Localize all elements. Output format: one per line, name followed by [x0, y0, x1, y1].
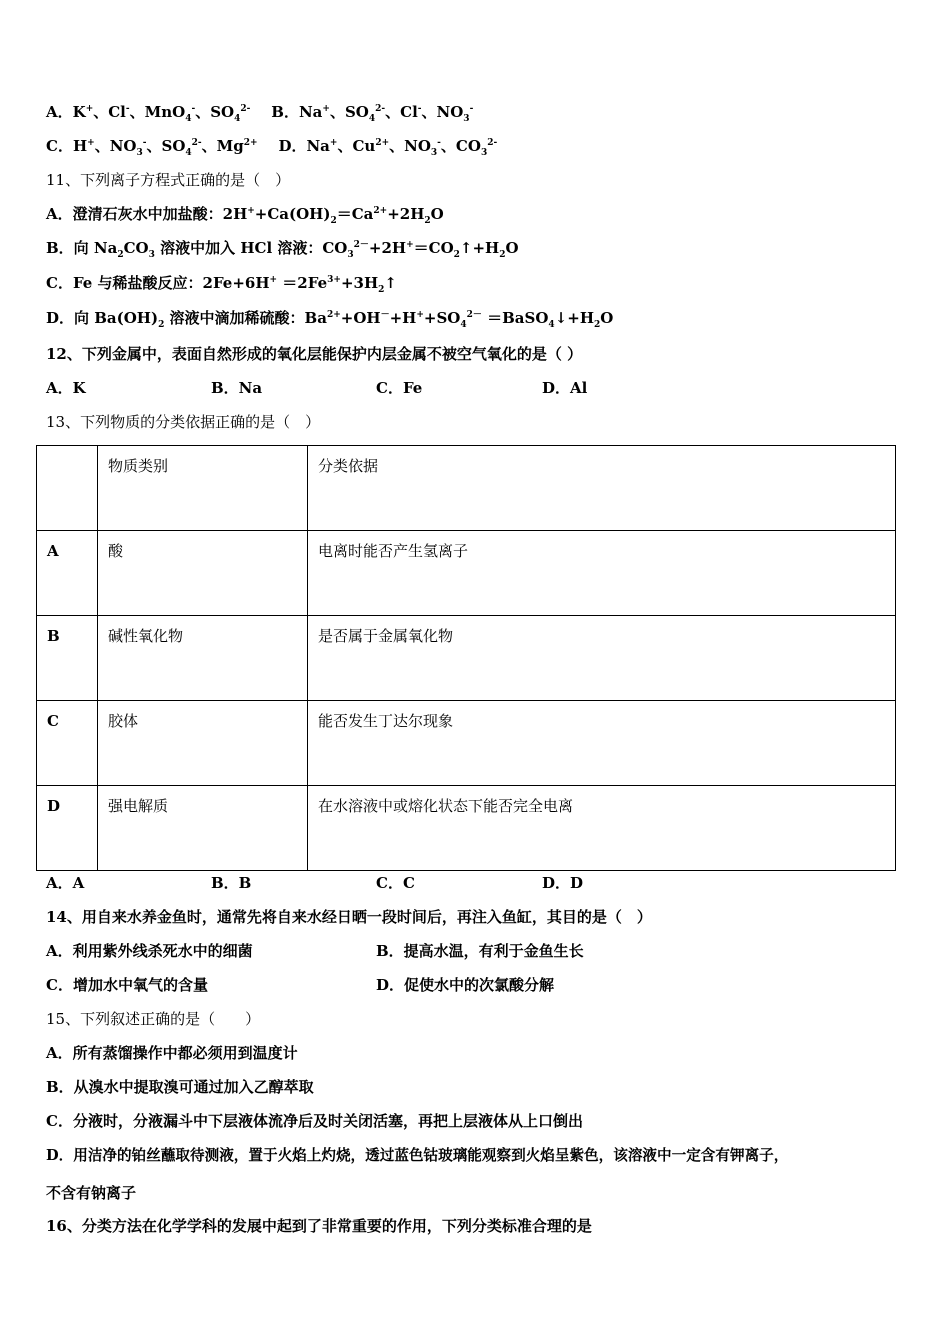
table-cell-basis: 能否发生丁达尔现象	[308, 701, 896, 786]
table-row	[37, 616, 896, 701]
q10-option-b: Na+、$SO_4^{2-}$、Cl-、$NO_3^-$	[298, 103, 474, 124]
table-cell-basis: 在水溶液中或熔化状态下能否完全电离	[308, 786, 896, 871]
table-cell-category: 胶体	[98, 701, 308, 786]
q12-option-c: C．Fe	[376, 379, 423, 397]
table-row	[37, 701, 896, 786]
q12-stem: 12、下列金属中，表面自然形成的氧化层能保护内层金属不被空气氧化的是（ ）	[46, 345, 583, 363]
q13-option-b: B．B	[211, 874, 252, 892]
q11-option-a: A．澄清石灰水中加盐酸：$2H^++Ca(OH)_2=Ca^{2+}+2H_2O$	[46, 205, 444, 226]
q14-option-b: B．提高水温，有利于金鱼生长	[376, 942, 584, 960]
q14-stem: 14、用自来水养金鱼时，通常先将自来水经日晒一段时间后，再注入鱼缸，其目的是（ ）	[46, 908, 652, 926]
table-header-cell: 分类依据	[308, 446, 896, 531]
q10-option-d-label: D．	[278, 137, 307, 155]
table-cell-basis: 是否属于金属氧化物	[308, 616, 896, 701]
table-header-cell: 物质类别	[98, 446, 308, 531]
q10-options-row1	[46, 102, 473, 122]
table-row	[37, 786, 896, 871]
q12-option-d: D．Al	[542, 379, 588, 397]
table-cell-label: C	[37, 701, 98, 786]
q15-option-a: A．所有蒸馏操作中都必须用到温度计	[46, 1044, 298, 1062]
q10-option-a-label: A．	[46, 103, 73, 121]
table-cell-label: A	[37, 531, 98, 616]
q12-option-b: B．Na	[211, 379, 263, 397]
q10-option-b-label: B．	[271, 103, 299, 121]
q13-option-d: D．D	[542, 874, 584, 892]
q14-option-c: C．增加水中氧气的含量	[46, 976, 208, 994]
table-cell-category: 强电解质	[98, 786, 308, 871]
table-cell-label: B	[37, 616, 98, 701]
q11-option-d: D．向 $Ba(OH)_2$ 溶液中滴加稀硫酸：$Ba^{2+}+OH^-+H^++SO_4^{2-}$ $=BaSO_4↓+H_2O$	[46, 309, 614, 330]
table-header-row	[37, 446, 896, 531]
q11-stem: 11、下列离子方程式正确的是（ ）	[46, 171, 291, 189]
q15-option-c: C．分液时，分液漏斗中下层液体流净后及时关闭活塞，再把上层液体从上口倒出	[46, 1112, 583, 1130]
q13-stem: 13、下列物质的分类依据正确的是（ ）	[46, 413, 321, 431]
q10-option-a: K+、Cl-、MnO$_4$-、$SO_4^{2-}$	[72, 103, 251, 124]
classification-table	[36, 445, 896, 871]
q14-option-d: D．促使水中的次氯酸分解	[376, 976, 555, 994]
table-cell-category: 碱性氧化物	[98, 616, 308, 701]
q10-option-d: Na+、$Cu^{2+}$、$NO_3^-$、$CO_3^{2-}$	[306, 137, 498, 158]
q10-option-c: H+、$NO_3^-$、$SO_4^{2-}$、$Mg^{2+}$	[72, 137, 258, 158]
table-cell-label: D	[37, 786, 98, 871]
q12-option-a: A．K	[46, 379, 86, 397]
table-cell-category: 酸	[98, 531, 308, 616]
q10-option-c-label: C．	[46, 137, 73, 155]
q11-option-b: B．向 $Na_2CO_3$ 溶液中加入 HCl 溶液：$CO_3^{2-}+2H^+=CO_2↑+H_2O$	[46, 239, 519, 260]
q15-option-b: B．从溴水中提取溴可通过加入乙醇萃取	[46, 1078, 314, 1096]
q10-options-row2	[46, 136, 497, 156]
q13-option-c: C．C	[376, 874, 415, 892]
q16-stem: 16、分类方法在化学学科的发展中起到了非常重要的作用，下列分类标准合理的是	[46, 1217, 592, 1235]
table-row	[37, 531, 896, 616]
q13-option-a: A．A	[46, 874, 85, 892]
table-cell-basis: 电离时能否产生氢离子	[308, 531, 896, 616]
table-header-cell	[37, 446, 98, 531]
q15-option-d: D．用洁净的铂丝蘸取待测液，置于火焰上灼烧，透过蓝色钴玻璃能观察到火焰呈紫色，该溶液中一定含有钾离子，	[46, 1147, 789, 1164]
q15-stem: 15、下列叙述正确的是（ ）	[46, 1010, 261, 1028]
q11-option-c: C．Fe 与稀盐酸反应：$2Fe+6H^+ =2Fe^{3+}+3H_2↑$	[46, 274, 397, 295]
q14-option-a: A．利用紫外线杀死水中的细菌	[46, 942, 253, 960]
q15-option-d-continued: 不含有钠离子	[46, 1184, 137, 1202]
